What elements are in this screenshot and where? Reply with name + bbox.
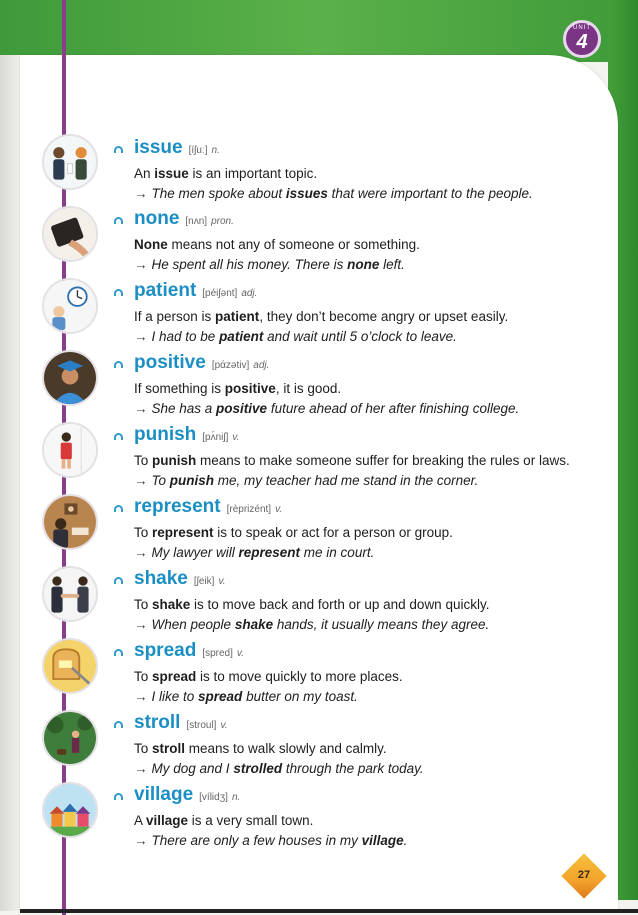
arrow-icon: → bbox=[134, 761, 148, 776]
entry-definition: If a person is patient, they don’t become angry or upset easily. bbox=[134, 309, 509, 324]
entry-bullet-icon bbox=[114, 433, 123, 440]
entry-definition: To represent is to speak or act for a person or group. bbox=[134, 525, 453, 540]
entry-bullet-icon bbox=[114, 361, 123, 368]
entry-village bbox=[114, 784, 604, 850]
entry-spread bbox=[114, 640, 604, 706]
courtroom-icon bbox=[42, 494, 98, 550]
bottom-rule bbox=[20, 909, 638, 913]
entry-bullet-icon bbox=[114, 146, 123, 153]
page-gutter bbox=[0, 55, 20, 911]
entry-patient bbox=[114, 280, 604, 346]
entry-word: represent [rèprizént] v. bbox=[134, 496, 283, 517]
unit-label: UNIT bbox=[573, 25, 591, 31]
entry-example: → She has a positive future ahead of her after finishing college. bbox=[134, 401, 520, 416]
unit-badge bbox=[563, 20, 601, 58]
walking-dog-icon bbox=[42, 710, 98, 766]
entry-example: → The men spoke about issues that were important to the people. bbox=[134, 186, 533, 201]
two-men-talking-icon bbox=[42, 134, 98, 190]
entry-pronunciation: [spred] v. bbox=[202, 648, 244, 659]
entry-example: → My lawyer will represent me in court. bbox=[134, 545, 375, 560]
arrow-icon: → bbox=[134, 545, 148, 560]
entry-definition: An issue is an important topic. bbox=[134, 166, 318, 181]
graduate-icon bbox=[42, 350, 98, 406]
entry-definition: A village is a very small town. bbox=[134, 813, 314, 828]
arrow-icon: → bbox=[134, 833, 148, 848]
entry-issue bbox=[114, 137, 604, 203]
entry-definition: To punish means to make someone suffer for breaking the rules or laws. bbox=[134, 453, 570, 468]
entry-stroll bbox=[114, 712, 604, 778]
entry-bullet-icon bbox=[114, 505, 123, 512]
entry-example: → I had to be patient and wait until 5 o’clock to leave. bbox=[134, 329, 457, 344]
entry-example: → My dog and I strolled through the park today. bbox=[134, 761, 424, 776]
entry-pronunciation: [pάzətiv] adj. bbox=[211, 360, 270, 371]
entry-bullet-icon bbox=[114, 793, 123, 800]
entry-example: → There are only a few houses in my village. bbox=[134, 833, 408, 848]
handshake-icon bbox=[42, 566, 98, 622]
arrow-icon: → bbox=[134, 401, 148, 416]
entry-word: village [vílidʒ] n. bbox=[134, 784, 241, 805]
entry-positive bbox=[114, 352, 604, 418]
entry-bullet-icon bbox=[114, 649, 123, 656]
child-in-corner-icon bbox=[42, 422, 98, 478]
entry-definition: To spread is to move quickly to more places. bbox=[134, 669, 403, 684]
entry-pronunciation: [péiʃənt] adj. bbox=[202, 288, 258, 299]
entry-word: shake [ʃeik] v. bbox=[134, 568, 226, 589]
entry-bullet-icon bbox=[114, 577, 123, 584]
arrow-icon: → bbox=[134, 186, 148, 201]
waiting-clock-icon bbox=[42, 278, 98, 334]
entry-definition: None means not any of someone or something. bbox=[134, 237, 420, 252]
arrow-icon: → bbox=[134, 473, 148, 488]
entry-pronunciation: [stroul] v. bbox=[186, 720, 228, 731]
empty-wallet-icon bbox=[42, 206, 98, 262]
entry-word: stroll [stroul] v. bbox=[134, 712, 228, 733]
entry-represent bbox=[114, 496, 604, 562]
entry-definition: To stroll means to walk slowly and calmly. bbox=[134, 741, 387, 756]
entry-shake bbox=[114, 568, 604, 634]
arrow-icon: → bbox=[134, 689, 148, 704]
entry-example: → To punish me, my teacher had me stand in the corner. bbox=[134, 473, 479, 488]
entry-none bbox=[114, 208, 604, 274]
header-band bbox=[0, 0, 638, 62]
entry-pronunciation: [ʃeik] v. bbox=[193, 576, 226, 587]
entry-word: punish [pʌ́niʃ] v. bbox=[134, 424, 240, 445]
entry-word: issue [íʃuː] n. bbox=[134, 137, 220, 158]
entry-punish bbox=[114, 424, 604, 490]
entry-pronunciation: [vílidʒ] n. bbox=[199, 792, 241, 803]
entry-pronunciation: [nʌn] pron. bbox=[185, 216, 234, 227]
entry-pronunciation: [pʌ́niʃ] v. bbox=[202, 432, 240, 443]
entry-bullet-icon bbox=[114, 721, 123, 728]
entry-word: none [nʌn] pron. bbox=[134, 208, 234, 229]
entry-pronunciation: [íʃuː] n. bbox=[188, 145, 220, 156]
entry-example: → He spent all his money. There is none left. bbox=[134, 257, 405, 272]
entry-pronunciation: [rèprizént] v. bbox=[226, 504, 283, 515]
entry-word: positive [pάzətiv] adj. bbox=[134, 352, 270, 373]
entry-definition: To shake is to move back and forth or up and down quickly. bbox=[134, 597, 490, 612]
entry-word: patient [péiʃənt] adj. bbox=[134, 280, 258, 301]
entry-bullet-icon bbox=[114, 289, 123, 296]
entry-example: → I like to spread butter on my toast. bbox=[134, 689, 358, 704]
entry-word: spread [spred] v. bbox=[134, 640, 244, 661]
arrow-icon: → bbox=[134, 617, 148, 632]
entry-bullet-icon bbox=[114, 217, 123, 224]
arrow-icon: → bbox=[134, 329, 148, 344]
entry-definition: If something is positive, it is good. bbox=[134, 381, 342, 396]
page-number: 27 bbox=[577, 869, 591, 881]
village-houses-icon bbox=[42, 782, 98, 838]
entry-example: → When people shake hands, it usually means they agree. bbox=[134, 617, 490, 632]
arrow-icon: → bbox=[134, 257, 148, 272]
butter-toast-icon bbox=[42, 638, 98, 694]
unit-number: 4 bbox=[576, 31, 588, 53]
